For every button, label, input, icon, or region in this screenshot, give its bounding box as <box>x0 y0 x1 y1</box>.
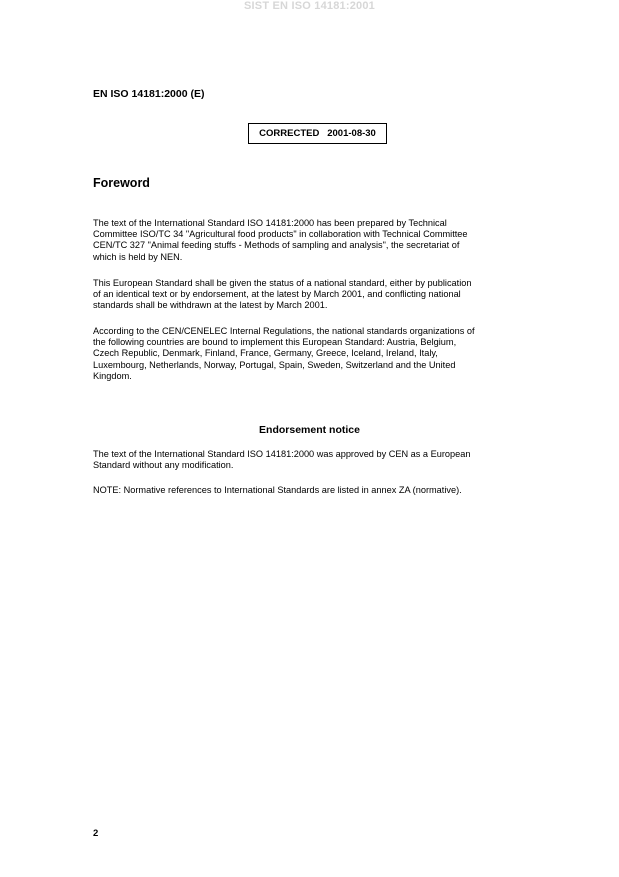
paragraph-line: Standard without any modification. <box>93 460 234 471</box>
paragraph-line: NOTE: Normative references to International Standards are listed in annex ZA (normative). <box>93 485 462 495</box>
foreword-paragraph-1 <box>93 218 533 263</box>
paragraph-line: Committee ISO/TC 34 "Agricultural food products" in collaboration with Technical Committee <box>93 229 468 240</box>
paragraph-line: which is held by NEN. <box>93 251 183 262</box>
paragraph-line: This European Standard shall be given the status of a national standard, either by publication <box>93 278 472 288</box>
paragraph-line: According to the CEN/CENELEC Internal Regulations, the national standards organizations of <box>93 326 475 336</box>
paragraph-line: of an identical text or by endorsement, at the latest by March 2001, and conflicting national <box>93 289 461 300</box>
corrected-stamp: CORRECTED 2001-08-30 <box>248 123 387 144</box>
endorsement-paragraph-1 <box>93 449 533 471</box>
document-identifier: EN ISO 14181:2000 (E) <box>93 88 205 100</box>
foreword-paragraph-2 <box>93 278 533 312</box>
paragraph-line: Luxembourg, Netherlands, Norway, Portugal, Spain, Sweden, Switzerland and the United <box>93 359 456 370</box>
paragraph-line: standards shall be withdrawn at the latest by March 2001. <box>93 300 328 311</box>
paragraph-line: the following countries are bound to implement this European Standard: Austria, Belgium, <box>93 337 457 348</box>
endorsement-heading: Endorsement notice <box>259 424 360 436</box>
paragraph-line: The text of the International Standard ISO 14181:2000 was approved by CEN as a European <box>93 449 471 459</box>
foreword-paragraph-3 <box>93 326 533 382</box>
page-number: 2 <box>93 828 99 839</box>
foreword-heading: Foreword <box>93 176 150 190</box>
paragraph-line: The text of the International Standard ISO 14181:2000 has been prepared by Technical <box>93 218 447 228</box>
paragraph-line: CEN/TC 327 "Animal feeding stuffs - Methods of sampling and analysis", the secretariat of <box>93 240 460 251</box>
endorsement-note <box>93 485 533 496</box>
watermark: SIST EN ISO 14181:2001 <box>244 0 375 12</box>
paragraph-line: Czech Republic, Denmark, Finland, France, Germany, Greece, Iceland, Ireland, Italy, <box>93 348 438 359</box>
paragraph-line: Kingdom. <box>93 370 132 381</box>
